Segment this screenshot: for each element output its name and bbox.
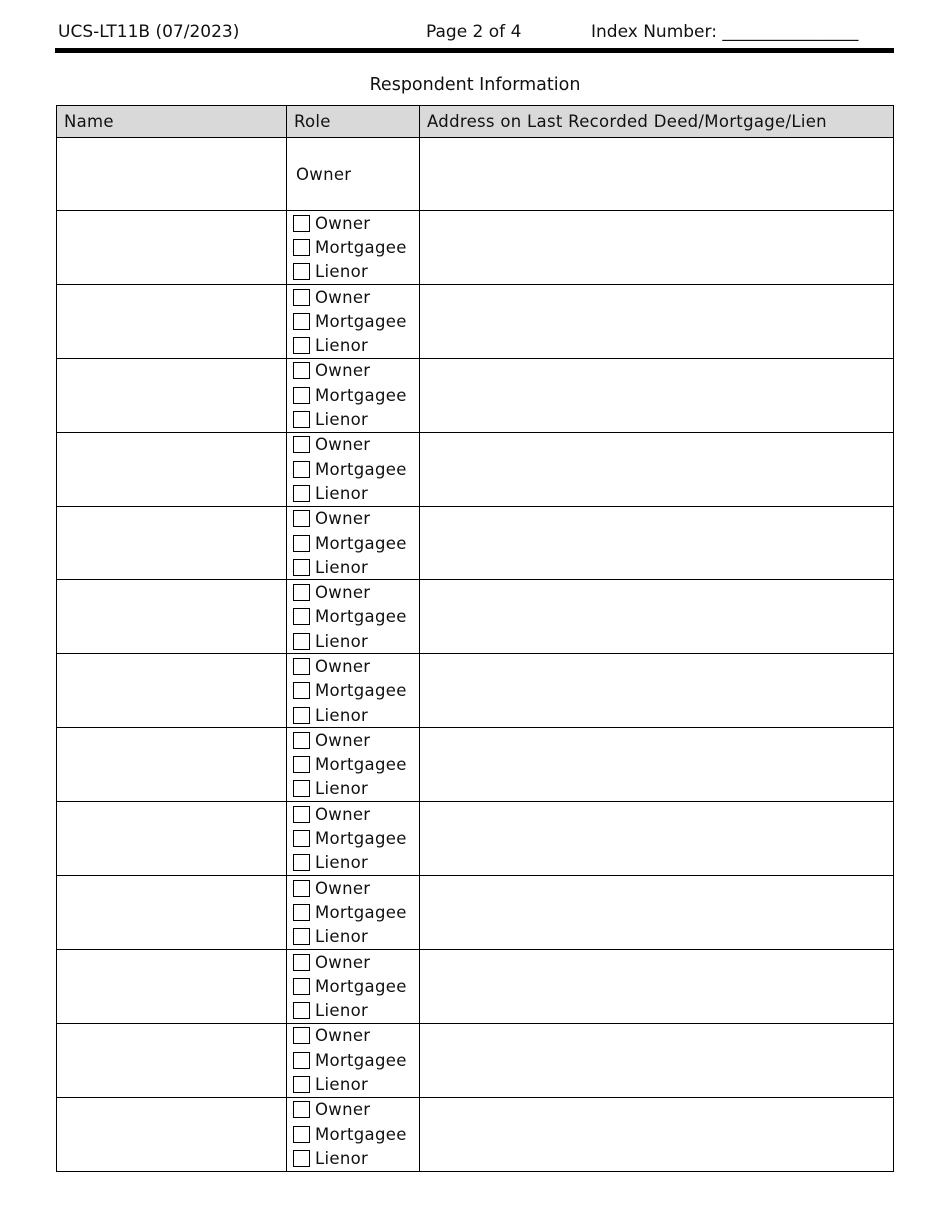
role-cell (287, 432, 420, 506)
address-cell[interactable] (420, 1097, 894, 1171)
role-option-lienor[interactable] (287, 260, 419, 284)
role-option-mortgagee[interactable] (287, 1048, 419, 1072)
role-option-lienor[interactable] (287, 999, 419, 1023)
address-cell[interactable] (420, 654, 894, 728)
role-option-label: Mortgagee (315, 459, 407, 479)
role-option-label: Mortgagee (315, 1050, 407, 1070)
lienor-checkbox[interactable] (293, 1002, 310, 1019)
role-cell (287, 1023, 420, 1097)
role-option-label: Lienor (315, 631, 369, 651)
role-option-label: Lienor (315, 1075, 369, 1095)
role-option-label: Owner (315, 656, 371, 676)
role-option-mortgagee[interactable] (287, 679, 419, 703)
owner-checkbox[interactable] (293, 215, 310, 232)
mortgagee-checkbox[interactable] (293, 461, 310, 478)
owner-checkbox[interactable] (293, 362, 310, 379)
role-option-label: Lienor (315, 927, 369, 947)
role-option-lienor[interactable] (287, 555, 419, 579)
address-cell[interactable] (420, 506, 894, 580)
mortgagee-checkbox[interactable] (293, 535, 310, 552)
header-rule (55, 48, 894, 53)
role-option-label: Lienor (315, 262, 369, 282)
role-option-mortgagee[interactable] (287, 235, 419, 259)
table-row (57, 728, 894, 802)
role-option-owner[interactable] (287, 433, 419, 457)
role-option-mortgagee[interactable] (287, 531, 419, 555)
role-cell (287, 138, 420, 211)
name-cell[interactable] (57, 358, 287, 432)
table-row (57, 949, 894, 1023)
role-option-lienor[interactable] (287, 777, 419, 801)
name-cell[interactable] (57, 211, 287, 285)
role-option-owner[interactable] (287, 359, 419, 383)
role-option-label: Mortgagee (315, 755, 407, 775)
name-cell[interactable] (57, 876, 287, 950)
name-cell[interactable] (57, 506, 287, 580)
owner-role-label: Owner (296, 164, 352, 184)
role-option-label: Mortgagee (315, 385, 407, 405)
role-option-mortgagee[interactable] (287, 974, 419, 998)
address-cell[interactable] (420, 211, 894, 285)
lienor-checkbox[interactable] (293, 928, 310, 945)
role-column-header: Role (287, 106, 420, 138)
role-option-lienor[interactable] (287, 703, 419, 727)
page-number: Page 2 of 4 (426, 22, 522, 42)
role-option-owner[interactable] (287, 1024, 419, 1048)
role-option-owner[interactable] (287, 1098, 419, 1122)
role-option-label: Owner (315, 952, 371, 972)
role-option-label: Lienor (315, 779, 369, 799)
role-option-label: Mortgagee (315, 533, 407, 553)
table-row (57, 802, 894, 876)
role-option-label: Lienor (315, 410, 369, 430)
role-option-owner[interactable] (287, 950, 419, 974)
role-option-label: Owner (315, 730, 371, 750)
index-number-field[interactable]: Index Number: ________________ (591, 22, 859, 42)
name-cell[interactable] (57, 580, 287, 654)
table-row (57, 284, 894, 358)
role-option-lienor[interactable] (287, 333, 419, 357)
role-cell (287, 211, 420, 285)
role-option-lienor[interactable] (287, 1072, 419, 1096)
owner-checkbox[interactable] (293, 880, 310, 897)
role-option-label: Owner (315, 509, 371, 529)
name-cell[interactable] (57, 1097, 287, 1171)
role-option-owner[interactable] (287, 507, 419, 531)
mortgagee-checkbox[interactable] (293, 239, 310, 256)
role-option-mortgagee[interactable] (287, 753, 419, 777)
role-option-lienor[interactable] (287, 925, 419, 949)
role-option-mortgagee[interactable] (287, 309, 419, 333)
role-option-mortgagee[interactable] (287, 383, 419, 407)
mortgagee-checkbox[interactable] (293, 1126, 310, 1143)
owner-checkbox[interactable] (293, 732, 310, 749)
address-cell[interactable] (420, 876, 894, 950)
table-row (57, 432, 894, 506)
role-option-lienor[interactable] (287, 481, 419, 505)
role-option-label: Mortgagee (315, 607, 407, 627)
role-option-label: Owner (315, 804, 371, 824)
role-cell (287, 728, 420, 802)
role-option-owner[interactable] (287, 285, 419, 309)
name-cell[interactable] (57, 728, 287, 802)
table-row (57, 211, 894, 285)
owner-checkbox[interactable] (293, 436, 310, 453)
name-column-header: Name (57, 106, 287, 138)
role-option-mortgagee[interactable] (287, 1122, 419, 1146)
role-option-mortgagee[interactable] (287, 457, 419, 481)
role-option-label: Mortgagee (315, 829, 407, 849)
table-row (57, 654, 894, 728)
role-option-label: Mortgagee (315, 237, 407, 257)
lienor-checkbox[interactable] (293, 707, 310, 724)
mortgagee-checkbox[interactable] (293, 387, 310, 404)
owner-checkbox[interactable] (293, 1101, 310, 1118)
role-option-label: Lienor (315, 853, 369, 873)
mortgagee-checkbox[interactable] (293, 904, 310, 921)
role-option-mortgagee[interactable] (287, 900, 419, 924)
address-cell[interactable] (420, 580, 894, 654)
name-cell[interactable] (57, 949, 287, 1023)
role-option-label: Mortgagee (315, 902, 407, 922)
role-option-owner[interactable] (287, 654, 419, 678)
role-cell (287, 1097, 420, 1171)
role-option-label: Lienor (315, 336, 369, 356)
mortgagee-checkbox[interactable] (293, 978, 310, 995)
role-option-owner[interactable] (287, 802, 419, 826)
role-option-owner[interactable] (287, 211, 419, 235)
role-cell (287, 949, 420, 1023)
address-cell[interactable] (420, 728, 894, 802)
name-cell[interactable] (57, 284, 287, 358)
role-option-owner[interactable] (287, 728, 419, 752)
role-option-lienor[interactable] (287, 851, 419, 875)
role-cell (287, 284, 420, 358)
mortgagee-checkbox[interactable] (293, 1052, 310, 1069)
owner-checkbox[interactable] (293, 806, 310, 823)
table-row (57, 138, 894, 211)
role-cell (287, 876, 420, 950)
address-cell[interactable] (420, 284, 894, 358)
owner-checkbox[interactable] (293, 954, 310, 971)
role-option-label: Owner (315, 361, 371, 381)
owner-checkbox[interactable] (293, 510, 310, 527)
role-cell (287, 580, 420, 654)
lienor-checkbox[interactable] (293, 854, 310, 871)
role-cell (287, 358, 420, 432)
role-option-label: Lienor (315, 1001, 369, 1021)
role-option-owner[interactable] (287, 876, 419, 900)
lienor-checkbox[interactable] (293, 263, 310, 280)
lienor-checkbox[interactable] (293, 633, 310, 650)
role-option-mortgagee[interactable] (287, 605, 419, 629)
role-option-lienor[interactable] (287, 1146, 419, 1170)
name-cell[interactable] (57, 432, 287, 506)
lienor-checkbox[interactable] (293, 337, 310, 354)
table-row (57, 1023, 894, 1097)
lienor-checkbox[interactable] (293, 559, 310, 576)
mortgagee-checkbox[interactable] (293, 682, 310, 699)
mortgagee-checkbox[interactable] (293, 830, 310, 847)
role-option-label: Lienor (315, 483, 369, 503)
role-option-label: Owner (315, 287, 371, 307)
name-cell[interactable] (57, 1023, 287, 1097)
name-cell[interactable] (57, 802, 287, 876)
lienor-checkbox[interactable] (293, 485, 310, 502)
address-cell[interactable] (420, 358, 894, 432)
lienor-checkbox[interactable] (293, 1150, 310, 1167)
address-cell[interactable] (420, 949, 894, 1023)
role-option-label: Owner (315, 1026, 371, 1046)
role-option-label: Mortgagee (315, 976, 407, 996)
role-option-label: Owner (315, 583, 371, 603)
address-cell[interactable] (420, 432, 894, 506)
lienor-checkbox[interactable] (293, 780, 310, 797)
lienor-checkbox[interactable] (293, 411, 310, 428)
respondent-table (56, 105, 894, 1172)
table-header-row (57, 106, 894, 138)
role-option-label: Lienor (315, 1148, 369, 1168)
role-cell (287, 506, 420, 580)
section-title: Respondent Information (369, 75, 581, 95)
role-option-label: Lienor (315, 705, 369, 725)
role-cell (287, 654, 420, 728)
table-row (57, 1097, 894, 1171)
role-option-label: Owner (315, 435, 371, 455)
lienor-checkbox[interactable] (293, 1076, 310, 1093)
page-header (56, 18, 894, 48)
address-column-header: Address on Last Recorded Deed/Mortgage/Lien (420, 106, 894, 138)
table-row (57, 506, 894, 580)
mortgagee-checkbox[interactable] (293, 756, 310, 773)
role-cell (287, 802, 420, 876)
owner-checkbox[interactable] (293, 658, 310, 675)
address-cell[interactable] (420, 138, 894, 211)
mortgagee-checkbox[interactable] (293, 313, 310, 330)
role-option-label: Lienor (315, 557, 369, 577)
role-option-label: Mortgagee (315, 311, 407, 331)
address-cell[interactable] (420, 1023, 894, 1097)
table-row (57, 358, 894, 432)
table-row (57, 580, 894, 654)
owner-checkbox[interactable] (293, 1027, 310, 1044)
owner-checkbox[interactable] (293, 584, 310, 601)
role-option-label: Mortgagee (315, 1124, 407, 1144)
role-option-label: Mortgagee (315, 681, 407, 701)
address-cell[interactable] (420, 802, 894, 876)
form-code: UCS-LT11B (07/2023) (58, 22, 240, 42)
name-cell[interactable] (57, 654, 287, 728)
role-option-label: Owner (315, 213, 371, 233)
role-option-label: Owner (315, 878, 371, 898)
table-row (57, 876, 894, 950)
mortgagee-checkbox[interactable] (293, 608, 310, 625)
role-option-lienor[interactable] (287, 629, 419, 653)
owner-checkbox[interactable] (293, 289, 310, 306)
role-option-owner[interactable] (287, 580, 419, 604)
role-option-label: Owner (315, 1100, 371, 1120)
name-cell[interactable] (57, 138, 287, 211)
role-option-mortgagee[interactable] (287, 826, 419, 850)
role-option-lienor[interactable] (287, 407, 419, 431)
